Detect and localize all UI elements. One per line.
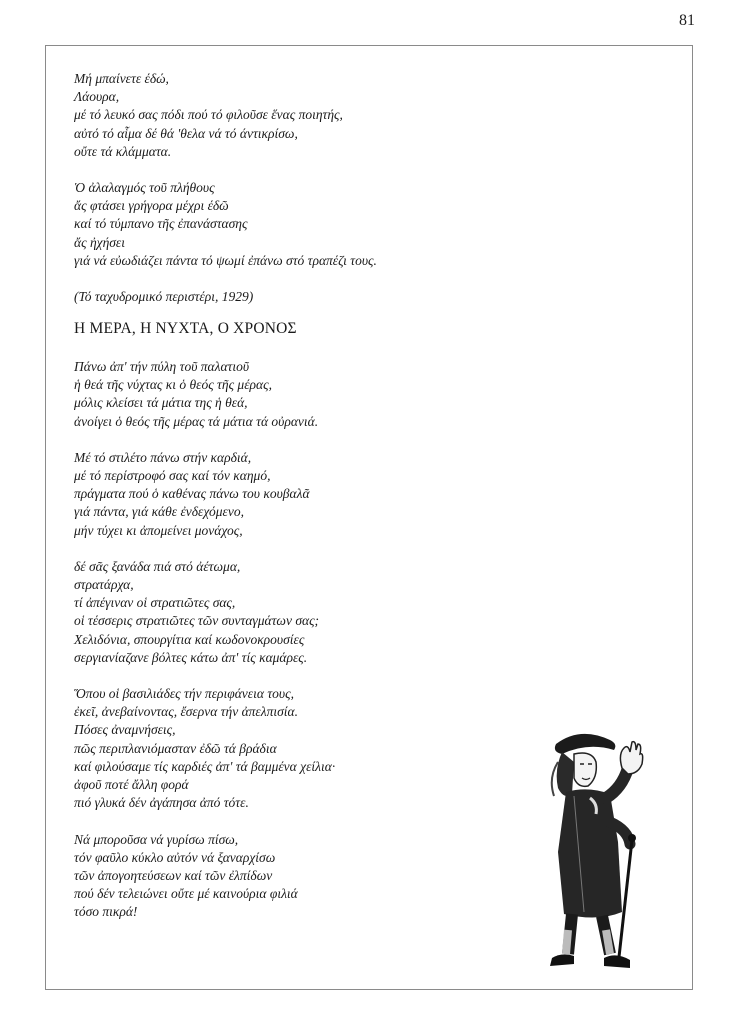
poem-line: γιά νά εὐωδιάζει πάντα τό ψωμί ἐπάνω στό τραπέζι τους. <box>74 252 377 268</box>
poem-line: ἄς ἠχήσει <box>74 234 126 250</box>
poem-line: μέ τό περίστροφό σας καί τόν καημό, <box>74 468 271 484</box>
poem-line: πράγματα πού ὁ καθένας πάνω του κουβαλᾶ <box>74 486 310 502</box>
poem-line: οἱ τέσσερις στρατιῶτες τῶν συνταγμάτων σας; <box>74 613 320 629</box>
man-in-tricorn-hat-icon <box>518 722 658 978</box>
poem-line: δέ σᾶς ξανάδα πιά στό ἀέτωμα, <box>74 558 241 574</box>
poem-line: ἀφοῦ ποτέ ἄλλη φορά <box>74 777 189 793</box>
poem-title: Η ΜΕΡΑ, Η ΝΥΧΤΑ, Ο ΧΡΟΝΟΣ <box>74 320 297 338</box>
poem-line: Χελιδόνια, σπουργίτια καί κωδονοκρουσίες <box>74 631 305 647</box>
poem-line: καί φιλούσαμε τίς καρδιές ἀπ' τά βαμμένα χείλια· <box>74 758 336 774</box>
poem-line: πιό γλυκά δέν ἀγάπησα ἀπό τότε. <box>74 795 249 811</box>
poem-source-caption: (Τό ταχυδρομικό περιστέρι, 1929) <box>74 289 254 305</box>
poem-line: αὐτό τό αἷμα δέ θά 'θελα νά τό άντικρίσω, <box>74 125 298 141</box>
poem-line: μέ τό λευκό σας πόδι πού τό φιλοῦσε ἕνας ποιητής, <box>74 107 343 123</box>
poem-line: στρατάρχα, <box>74 577 134 593</box>
poem-line: τῶν ἀπογοητεύσεων καί τῶν ἐλπίδων <box>74 867 273 883</box>
poem-line: μήν τύχει κι ἀπομείνει μονάχος, <box>74 522 243 538</box>
poem-line: σεργιανίαζανε βόλτες κάτω ἀπ' τίς καμάρες. <box>74 649 308 665</box>
poem-line: Λάουρα, <box>74 89 120 105</box>
poem-line: Πόσες ἀναμνήσεις, <box>74 722 176 738</box>
top-stanzas <box>74 70 674 270</box>
poem-line: πῶς περιπλανιόμασταν ἐδῶ τά βράδια <box>74 740 277 756</box>
poem-line: Μή μπαίνετε έδώ, <box>74 71 169 86</box>
stanza <box>74 558 674 667</box>
poem-line: πού δέν τελειώνει οὔτε μέ καινούρια φιλιά <box>74 886 298 902</box>
poem-line: οὔτε τά κλάμματα. <box>74 143 172 159</box>
poem-line: τί ἀπέγιναν οἱ στρατιῶτες σας, <box>74 595 236 611</box>
poem-line: ἄς φτάσει γρήγορα μέχρι έδῶ <box>74 198 229 214</box>
stanza <box>74 449 674 540</box>
poem-line: ἡ θεά τῆς νύχτας κι ὁ θεός τῆς μέρας, <box>74 377 272 393</box>
poem-line: Νά μποροῦσα νά γυρίσω πίσω, <box>74 831 239 847</box>
poem-line: μόλις κλείσει τά μάτια της ἡ θεά, <box>74 395 248 411</box>
poem-line: Πάνω ἀπ' τήν πύλη τοῦ παλατιοῦ <box>74 359 250 375</box>
poem-line: τόσο πικρά! <box>74 904 138 920</box>
poem-line: Μέ τό στιλέτο πάνω στήν καρδιά, <box>74 449 252 465</box>
stanza <box>74 179 674 270</box>
poem-line: Ὁ ἀλαλαγμός τοῦ πλήθους <box>74 180 215 196</box>
poem-line: ἐκεῖ, ἀνεβαίνοντας, ἔσερνα τήν ἀπελπισία. <box>74 704 298 720</box>
poem-line: τόν φαῦλο κύκλο αὐτόν νά ξαναρχίσω <box>74 849 276 865</box>
poem-line: Ὅπου οἱ βασιλιάδες τήν περιφάνεια τους, <box>74 686 294 702</box>
page-number: 81 <box>679 12 695 29</box>
poem-line: καί τό τύμπανο τῆς ἐπανάστασης <box>74 216 248 232</box>
stanza <box>74 70 674 161</box>
poem-line: ἀνοίγει ὁ θεός τῆς μέρας τά μάτια τά οὐρανιά. <box>74 413 319 429</box>
poem-line: γιά πάντα, γιά κάθε ἐνδεχόμενο, <box>74 504 244 520</box>
stanza <box>74 358 674 431</box>
